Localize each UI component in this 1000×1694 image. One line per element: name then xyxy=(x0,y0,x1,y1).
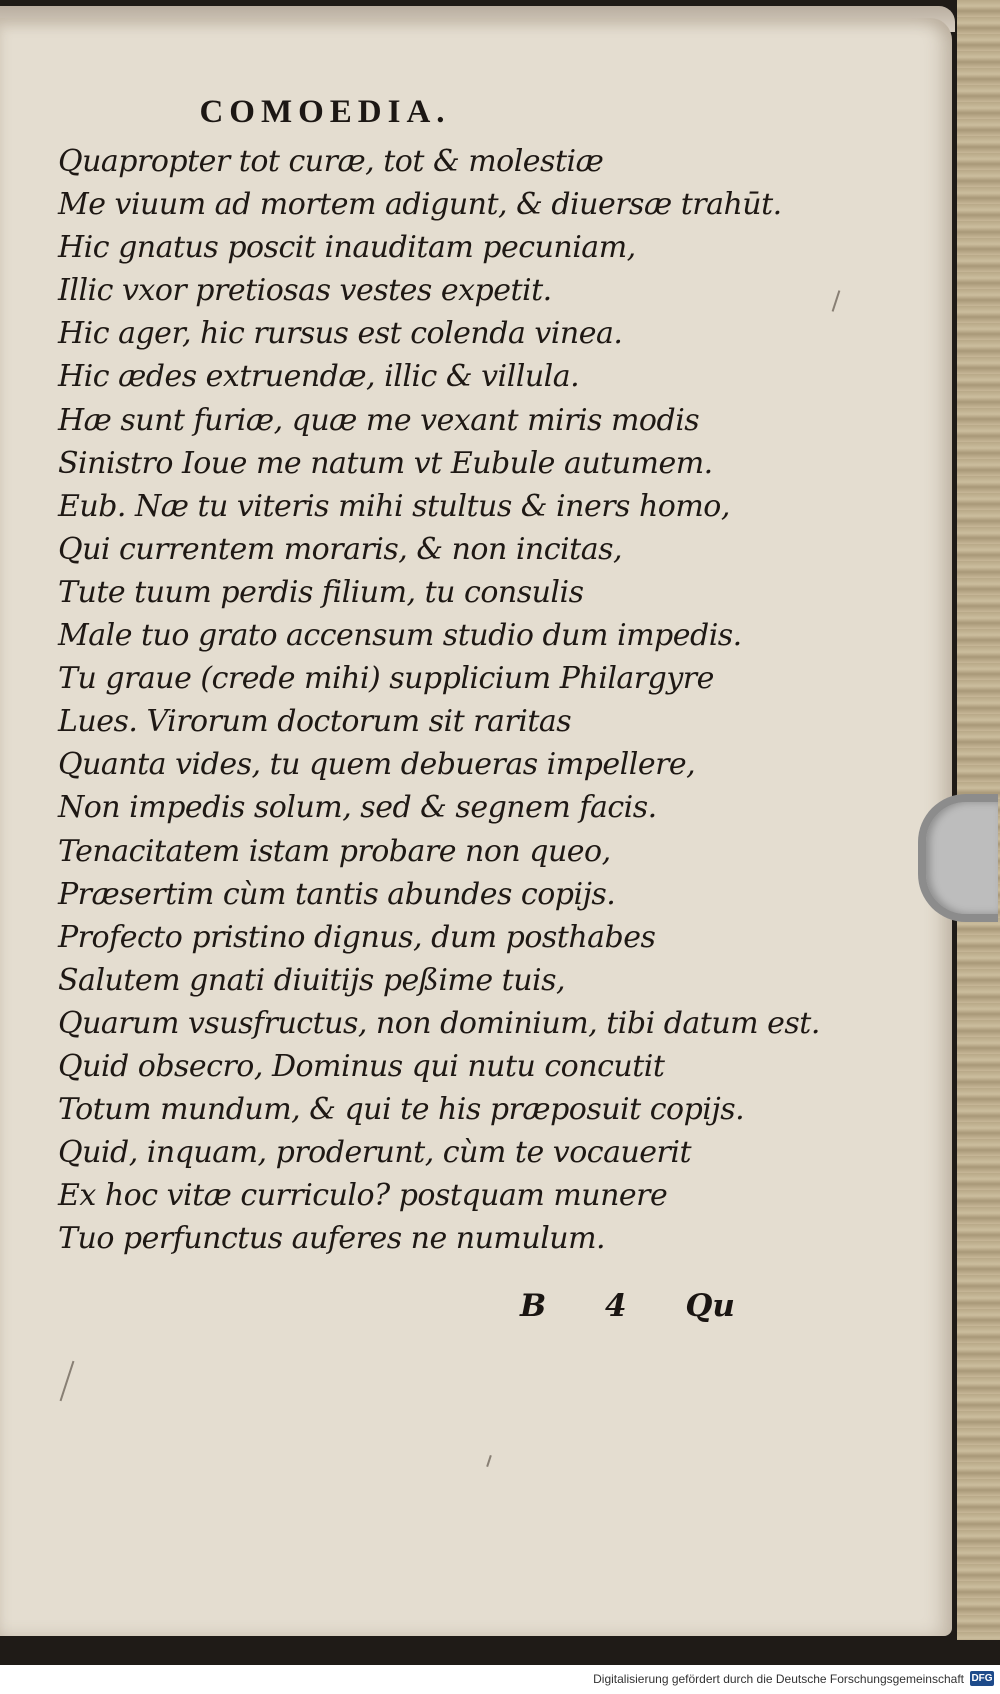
attribution-bar xyxy=(0,1665,1000,1694)
verse-line: Tuo perfunctus auferes ne numulum. xyxy=(58,1221,606,1257)
signature-number: 4 xyxy=(605,1288,627,1324)
verse-line: Lues. Virorum doctorum sit raritas xyxy=(58,704,572,740)
verse-line: Hic ager, hic rursus est colenda vinea. xyxy=(58,316,623,352)
verse-line: Quapropter tot curæ, tot & molestiæ xyxy=(58,144,604,179)
verse-line: Me viuum ad mortem adigunt, & diuersæ trahūt. xyxy=(58,187,782,223)
verse-line: Ex hoc vitæ curriculo? postquam munere xyxy=(58,1178,668,1214)
verse-line: Qui currentem moraris, & non incitas, xyxy=(58,531,623,567)
attribution-text: Digitalisierung gefördert durch die Deutsche Forschungsgemeinschaft xyxy=(593,1672,964,1686)
verse-block xyxy=(58,140,820,1260)
verse-line: Sinistro Ioue me natum vt Eubule autumem. xyxy=(58,445,713,481)
verse-line: Eub. Næ tu viteris mihi stultus & iners homo, xyxy=(58,488,730,524)
verse-line: Præsertim cùm tantis abundes copijs. xyxy=(58,876,616,912)
verse-line: Profecto pristino dignus, dum posthabes xyxy=(58,919,656,955)
signature-and-catchword xyxy=(520,1288,783,1324)
verse-line: Non impedis solum, sed & segnem facis. xyxy=(58,790,657,826)
verse-line: Hic ædes extruendæ, illic & villula. xyxy=(58,359,580,395)
verse-line: Hæ sunt furiæ, quæ me vexant miris modis xyxy=(58,402,700,438)
verse-line: Hic gnatus poscit inauditam pecuniam, xyxy=(58,230,636,266)
verse-line: Quarum vsusfructus, non dominium, tibi datum est. xyxy=(58,1005,820,1041)
verse-line: Tute tuum perdis filium, tu consulis xyxy=(58,574,584,610)
verse-line: Male tuo grato accensum studio dum impedis. xyxy=(58,618,742,654)
catchword: Qu xyxy=(685,1288,735,1324)
verse-line: Salutem gnati diuitijs peßime tuis, xyxy=(58,962,566,998)
verse-line: Quid obsecro, Dominus qui nutu concutit xyxy=(58,1048,665,1084)
verse-line: Tenacitatem istam probare non queo, xyxy=(58,833,611,869)
running-title: COMOEDIA. xyxy=(199,94,451,130)
verse-line: Totum mundum, & qui te his præposuit copijs. xyxy=(58,1092,745,1128)
verse-line: Illic vxor pretiosas vestes expetit. xyxy=(58,273,552,309)
verse-line: Quanta vides, tu quem debueras impellere, xyxy=(58,747,696,783)
verse-line: Tu graue (crede mihi) supplicium Philargyre xyxy=(58,661,714,697)
metal-clasp xyxy=(918,794,998,922)
verse-line: Quid, inquam, proderunt, cùm te vocauerit xyxy=(58,1135,692,1171)
dfg-logo-icon: DFG xyxy=(971,1673,993,1684)
signature-letter: B xyxy=(520,1288,547,1324)
